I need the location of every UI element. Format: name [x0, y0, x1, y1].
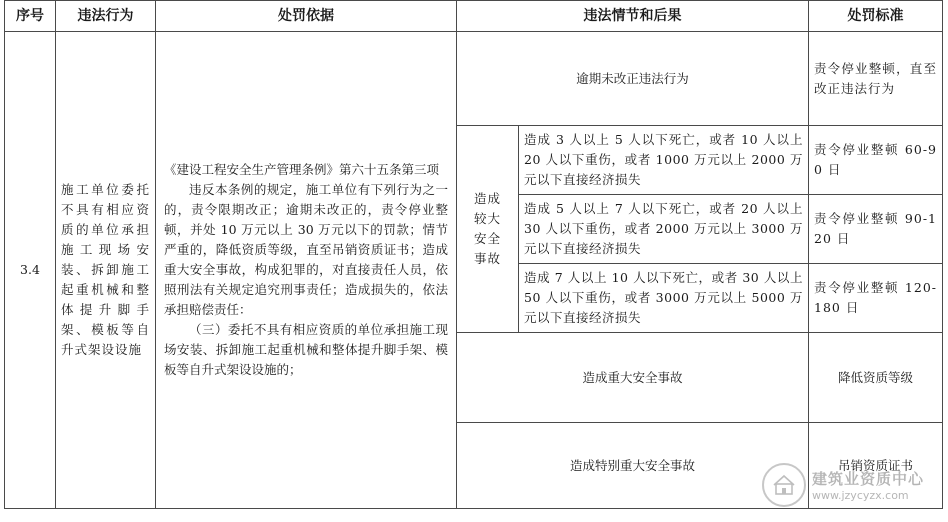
- basis-title: 《建设工程安全生产管理条例》第六十五条第三项: [164, 162, 440, 177]
- header-no: 序号: [5, 1, 56, 32]
- overdue-standard: 责令停业整顿，直至改正违法行为: [809, 32, 943, 126]
- major-accident-label: 造成较大安全事故: [457, 126, 519, 333]
- header-basis: 处罚依据: [156, 1, 457, 32]
- extraordinary-standard: 吊销资质证书: [809, 423, 943, 509]
- watermark-title: 建筑业资质中心: [812, 470, 925, 488]
- header-row: [5, 1, 943, 32]
- header-act: 违法行为: [56, 1, 156, 32]
- row-number: 3.4: [5, 32, 56, 509]
- violation-act: 施工单位委托不具有相应资质的单位承担施工现场安装、拆卸施工起重机械和整体提升脚手架、模板等自升式架设设施: [56, 32, 156, 509]
- header-standard: 处罚标准: [809, 1, 943, 32]
- serious-circumstance: 造成重大安全事故: [457, 333, 809, 423]
- basis-paragraph-2: （三）委托不具有相应资质的单位承担施工现场安装、拆卸施工起重机械和整体提升脚手架、模板等自升式架设设施的；: [164, 322, 448, 377]
- major-accident-standard: 责令停业整顿 120-180 日: [809, 264, 943, 333]
- header-circumstance: 违法情节和后果: [457, 1, 809, 32]
- watermark-url: www.jzycyzx.com: [812, 489, 909, 502]
- major-accident-condition: 造成 3 人以上 5 人以下死亡，或者 10 人以上 20 人以下重伤，或者 1000 万元以上 2000 万元以下直接经济损失: [519, 126, 809, 195]
- extraordinary-circumstance: 造成特别重大安全事故: [457, 423, 809, 509]
- major-accident-condition: 造成 5 人以上 7 人以下死亡，或者 20 人以上 30 人以下重伤，或者 2000 万元以上 3000 万元以下直接经济损失: [519, 195, 809, 264]
- penalty-table: [4, 0, 943, 509]
- basis-paragraph-1: 违反本条例的规定，施工单位有下列行为之一的，责令限期改正；逾期未改正的，责令停业整顿，并处 10 万元以上 30 万元以下的罚款；情节严重的，降低资质等级，直至吊销资质证书；造成重大安全事故，构成犯罪的，对直接责任人员，依照刑法有关规定追究刑事责任；造成损失的，依法承担赔偿责任：: [164, 182, 448, 317]
- table-row: [5, 32, 943, 126]
- major-accident-condition: 造成 7 人以上 10 人以下死亡，或者 30 人以上 50 人以下重伤，或者 3000 万元以上 5000 万元以下直接经济损失: [519, 264, 809, 333]
- serious-standard: 降低资质等级: [809, 333, 943, 423]
- overdue-circumstance: 逾期未改正违法行为: [457, 32, 809, 126]
- major-accident-standard: 责令停业整顿 60-90 日: [809, 126, 943, 195]
- major-accident-standard: 责令停业整顿 90-120 日: [809, 195, 943, 264]
- penalty-basis: [156, 32, 457, 509]
